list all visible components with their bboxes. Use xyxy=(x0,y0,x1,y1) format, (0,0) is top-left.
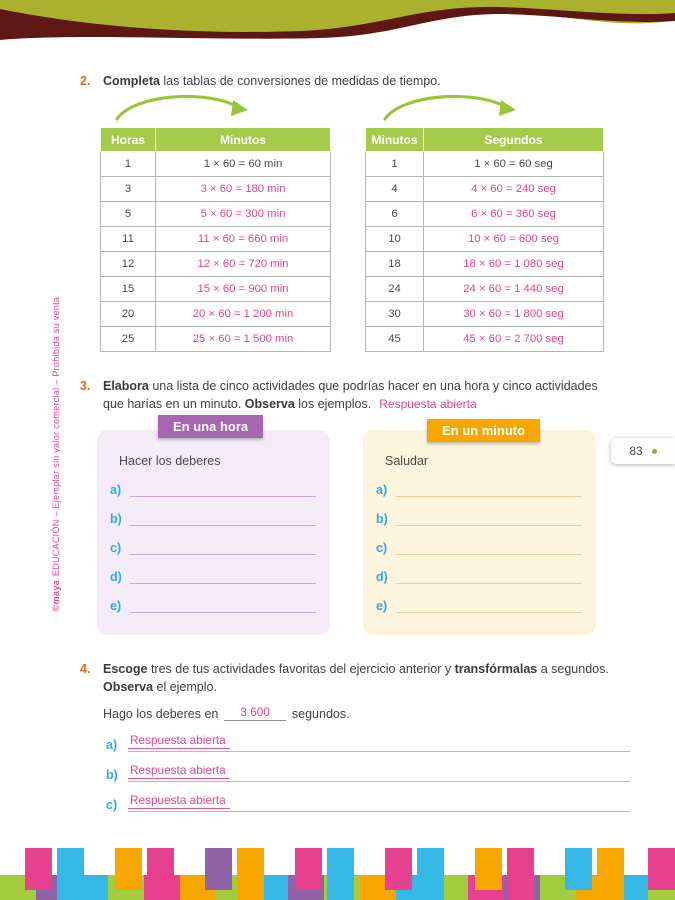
answer-row xyxy=(107,555,316,584)
minute-example: Saludar xyxy=(385,454,429,468)
top-wave-decoration xyxy=(0,0,675,52)
hour-activities-box xyxy=(97,430,330,635)
exercise-4-item xyxy=(103,732,630,752)
minute-answer-rows xyxy=(373,468,582,613)
write-line xyxy=(128,731,630,752)
filled-answer-value: 3 600 xyxy=(224,705,286,721)
table-row xyxy=(366,302,604,327)
write-line xyxy=(396,525,582,555)
bottom-blocks-decoration xyxy=(0,845,675,900)
minutes-answer: 15 × 60 = 900 min xyxy=(156,277,331,302)
exercise-4-verb: Escoge xyxy=(103,662,148,676)
write-line xyxy=(128,791,630,812)
open-answer-text: Respuesta abierta xyxy=(128,763,230,779)
item-letter: a) xyxy=(106,738,118,752)
answer-row xyxy=(373,584,582,613)
page-tab-dot-icon xyxy=(652,449,657,454)
item-letter: b) xyxy=(110,512,122,526)
open-answer-text: Respuesta abierta xyxy=(128,733,230,749)
exercise-4-body: tres de tus actividades favoritas del ejercicio anterior y xyxy=(147,662,455,676)
minutes-answer: 5 × 60 = 300 min xyxy=(156,202,331,227)
table-row xyxy=(101,227,331,252)
exercise-2-number: 2. xyxy=(80,74,91,88)
item-letter: b) xyxy=(376,512,388,526)
hours-value: 25 xyxy=(101,327,156,352)
write-line xyxy=(130,496,316,526)
hours-value: 11 xyxy=(101,227,156,252)
answer-row xyxy=(373,555,582,584)
hours-header: Horas xyxy=(101,128,156,152)
hours-value: 20 xyxy=(101,302,156,327)
table-row xyxy=(366,152,604,177)
minutes-value: 18 xyxy=(366,252,424,277)
exercise-4-item xyxy=(103,762,630,782)
open-answer-text: Respuesta abierta xyxy=(128,793,230,809)
seconds-answer: 18 × 60 = 1 080 seg xyxy=(424,252,604,277)
seconds-answer: 6 × 60 = 360 seg xyxy=(424,202,604,227)
table-row xyxy=(101,177,331,202)
item-letter: c) xyxy=(106,798,118,812)
write-line xyxy=(396,554,582,584)
item-letter: c) xyxy=(376,541,388,555)
minutes-to-seconds-table xyxy=(365,127,604,352)
exercise-4-prompt xyxy=(80,661,620,697)
seconds-header: Segundos xyxy=(424,128,604,152)
minute-badge: En un minuto xyxy=(427,419,540,442)
table-row xyxy=(366,327,604,352)
table-row xyxy=(101,277,331,302)
write-line xyxy=(130,583,316,613)
exercise-2-verb: Completa xyxy=(103,74,160,88)
exercise-3-prompt xyxy=(80,378,620,414)
hours-to-minutes-table xyxy=(100,127,331,352)
table-row xyxy=(101,327,331,352)
table-row xyxy=(101,152,331,177)
page-number-tab xyxy=(611,438,675,464)
answer-row xyxy=(373,468,582,497)
exercise-3-end: los ejemplos. xyxy=(294,396,372,411)
sentence-start: Hago los deberes en xyxy=(103,707,219,721)
seconds-answer: 1 × 60 = 60 seg xyxy=(424,152,604,177)
minutes-value: 4 xyxy=(366,177,424,202)
minutes-answer: 20 × 60 = 1 200 min xyxy=(156,302,331,327)
conversion-arrow-icon xyxy=(380,88,520,124)
item-letter: a) xyxy=(110,483,122,497)
write-line xyxy=(396,496,582,526)
exercise-3-number: 3. xyxy=(80,379,91,393)
answer-row xyxy=(107,497,316,526)
seconds-answer: 10 × 60 = 600 seg xyxy=(424,227,604,252)
table-row xyxy=(366,277,604,302)
item-letter: b) xyxy=(106,768,118,782)
seconds-answer: 4 × 60 = 240 seg xyxy=(424,177,604,202)
hours-value: 12 xyxy=(101,252,156,277)
answer-row xyxy=(107,468,316,497)
minutes-header: Minutos xyxy=(156,128,331,152)
hour-badge: En una hora xyxy=(158,415,263,438)
exercise-4-text xyxy=(103,661,620,697)
minutes-answer: 11 × 60 = 660 min xyxy=(156,227,331,252)
exercise-4-end: el ejemplo. xyxy=(153,679,217,694)
minutes-value: 24 xyxy=(366,277,424,302)
exercise-4-number: 4. xyxy=(80,662,91,676)
item-letter: e) xyxy=(110,599,122,613)
hours-value: 5 xyxy=(101,202,156,227)
write-line xyxy=(130,467,316,497)
item-letter: d) xyxy=(376,570,388,584)
exercise-3-verb2: Observa xyxy=(244,396,295,411)
exercise-4-item xyxy=(103,792,630,812)
table-row xyxy=(366,202,604,227)
minutes-answer: 25 × 60 = 1 500 min xyxy=(156,327,331,352)
exercise-4-verb2: transfórmalas xyxy=(454,662,538,676)
table-row xyxy=(366,252,604,277)
write-line xyxy=(396,467,582,497)
seconds-answer: 24 × 60 = 1 440 seg xyxy=(424,277,604,302)
item-letter: c) xyxy=(110,541,122,555)
exercise-4-verb3: Observa xyxy=(103,679,154,694)
exercise-3-body: una lista de cinco actividades que podrías hacer en una hora y cinco actividades que harías en un minuto. xyxy=(103,379,598,411)
minutes-answer: 3 × 60 = 180 min xyxy=(156,177,331,202)
write-line xyxy=(130,525,316,555)
table-row xyxy=(101,252,331,277)
copyright-text: EDUCACIÓN – Ejemplar sin valor comercial – Prohibida su venta xyxy=(51,296,61,577)
exercise-3-verb: Elabora xyxy=(103,379,149,393)
minutes-answer: 12 × 60 = 720 min xyxy=(156,252,331,277)
publisher-logo: ©maya xyxy=(51,580,61,612)
hour-example: Hacer los deberes xyxy=(119,454,221,468)
table-row xyxy=(101,302,331,327)
table-row xyxy=(366,227,604,252)
exercise-4-body2: a segundos. xyxy=(537,662,609,676)
item-letter: d) xyxy=(110,570,122,584)
minutes-value: 45 xyxy=(366,327,424,352)
minutes-value: 10 xyxy=(366,227,424,252)
item-letter: a) xyxy=(376,483,388,497)
sentence-end: segundos. xyxy=(291,707,350,721)
example-sentence xyxy=(103,705,350,721)
item-letter: e) xyxy=(376,599,388,613)
write-line xyxy=(396,583,582,613)
minutes-header: Minutos xyxy=(366,128,424,152)
page-number: 83 xyxy=(629,444,643,458)
copyright-sidebar xyxy=(51,254,61,654)
hours-value: 1 xyxy=(101,152,156,177)
answer-row xyxy=(107,526,316,555)
minutes-value: 1 xyxy=(366,152,424,177)
hour-answer-rows xyxy=(107,468,316,613)
hours-value: 3 xyxy=(101,177,156,202)
write-line xyxy=(128,761,630,782)
table-row xyxy=(101,202,331,227)
seconds-answer: 45 × 60 = 2 700 seg xyxy=(424,327,604,352)
exercise-3-text xyxy=(103,378,620,414)
minutes-value: 6 xyxy=(366,202,424,227)
answer-row xyxy=(107,584,316,613)
answer-row xyxy=(373,497,582,526)
seconds-answer: 30 × 60 = 1 800 seg xyxy=(424,302,604,327)
table-row xyxy=(366,177,604,202)
hours-value: 15 xyxy=(101,277,156,302)
minutes-answer: 1 × 60 = 60 min xyxy=(156,152,331,177)
exercise-2-rest: las tablas de conversiones de medidas de tiempo. xyxy=(159,74,441,88)
write-line xyxy=(130,554,316,584)
open-answer-note: Respuesta abierta xyxy=(379,396,477,411)
answer-row xyxy=(373,526,582,555)
conversion-arrow-icon xyxy=(112,88,252,124)
minute-activities-box xyxy=(363,430,596,635)
minutes-value: 30 xyxy=(366,302,424,327)
